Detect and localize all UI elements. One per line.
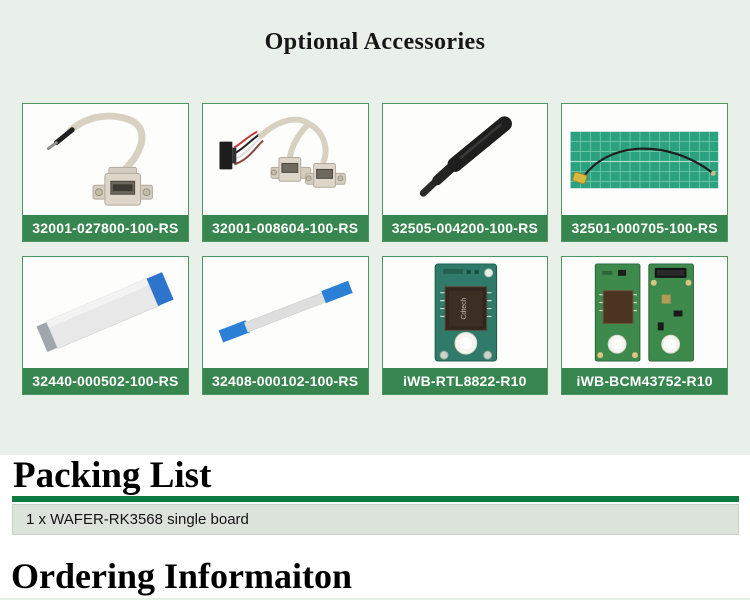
accessory-part-number: 32408-000102-100-RS — [203, 368, 368, 394]
packing-ordering-section — [0, 455, 750, 601]
usb-panel-cable-icon — [23, 104, 188, 215]
accessory-part-number: 32001-008604-100-RS — [203, 215, 368, 241]
page-title: Optional Accessories — [264, 29, 486, 55]
accessory-card — [382, 103, 549, 242]
accessory-part-number: iWB-BCM43752-R10 — [562, 368, 727, 394]
accessory-part-number: iWB-RTL8822-R10 — [383, 368, 548, 394]
wifi-module-icon — [383, 257, 548, 368]
accessory-card — [22, 103, 189, 242]
accessories-grid — [22, 103, 728, 395]
narrow-ffc-icon — [203, 257, 368, 368]
packing-list-box — [12, 504, 739, 535]
section-divider — [12, 496, 739, 502]
antenna-icon — [383, 104, 548, 215]
wide-ffc-icon — [23, 257, 188, 368]
accessory-card — [202, 256, 369, 395]
accessory-card — [382, 256, 549, 395]
accessory-card — [561, 256, 728, 395]
accessory-card — [202, 103, 369, 242]
pigtail-cable-icon — [562, 104, 727, 215]
packing-list-heading: Packing List — [13, 455, 212, 496]
wifi-module-image — [383, 257, 548, 368]
accessory-card — [561, 103, 728, 242]
ordering-information-heading: Ordering Informaiton — [11, 556, 352, 596]
accessory-part-number: 32505-004200-100-RS — [383, 215, 548, 241]
accessory-card — [22, 256, 189, 395]
accessory-part-number: 32501-000705-100-RS — [562, 215, 727, 241]
wide-ffc-image — [23, 257, 188, 368]
pigtail-cable-image — [562, 104, 727, 215]
accessory-part-number: 32001-027800-100-RS — [23, 215, 188, 241]
chip-label: Cdtech — [460, 297, 468, 320]
accessory-part-number: 32440-000502-100-RS — [23, 368, 188, 394]
dual-usb-cable-image — [203, 104, 368, 215]
page-bottom-rule — [0, 598, 750, 600]
packing-list-item: 1 x WAFER-RK3568 single board — [26, 511, 249, 528]
antenna-image — [383, 104, 548, 215]
wifi-module-pair-icon — [562, 257, 727, 368]
wifi-module-pair-image — [562, 257, 727, 368]
dual-usb-cable-icon — [203, 104, 368, 215]
usb-panel-cable-image — [23, 104, 188, 215]
narrow-ffc-image — [203, 257, 368, 368]
